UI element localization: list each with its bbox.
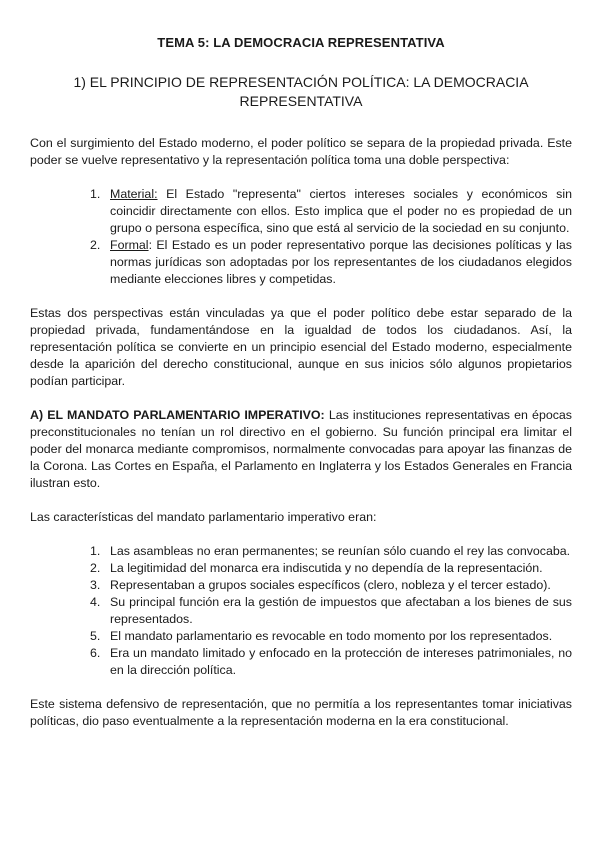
body-paragraph: Estas dos perspectivas están vinculadas ya que el poder político debe estar separado de la propiedad privada, fundamentándose en la igualdad de todos los ciudadanos. Así, la representación política se convierte en un principio esencial del Estado moderno, especialmente desde la aparición del derecho constitucional, aunque en sus inicios sólo algunos propietarios podían participar.	[30, 306, 572, 388]
characteristics-intro: Las características del mandato parlamentario imperativo eran:	[30, 510, 377, 524]
intro-paragraph: Con el surgimiento del Estado moderno, el poder político se separa de la propiedad privada. Este poder se vuelve representativo y la representación política toma una doble perspectiva:	[30, 136, 572, 167]
list-item	[90, 543, 572, 560]
list-number: 1.	[90, 187, 101, 201]
list-item	[90, 628, 572, 645]
list-text: Representaban a grupos sociales específicos (clero, nobleza y el tercer estado).	[110, 578, 551, 592]
perspectives-list	[30, 186, 572, 288]
list-item	[90, 237, 572, 288]
list-text: Las asambleas no eran permanentes; se reunían sólo cuando el rey las convocaba.	[110, 544, 571, 558]
list-text: Su principal función era la gestión de impuestos que afectaban a los bienes de sus representados.	[110, 595, 572, 626]
list-item	[90, 594, 572, 628]
list-item	[90, 577, 572, 594]
list-text: La legitimidad del monarca era indiscutida y no dependía de la representación.	[110, 561, 543, 575]
list-text: : El Estado es un poder representativo porque las decisiones políticas y las normas jurídicas son adoptadas por los representantes de los ciudadanos elegidos mediante elecciones libres y competidas.	[110, 238, 572, 286]
list-number: 3.	[90, 578, 101, 592]
list-item	[90, 645, 572, 679]
list-text: El Estado "representa" ciertos intereses sociales y económicos sin coincidir directamente con ellos. Esto implica que el poder no es propiedad de un grupo o persona específica, sino que está al servicio de la sociedad en su conjunto.	[110, 187, 572, 235]
list-number: 2.	[90, 561, 101, 575]
characteristics-list	[30, 543, 572, 679]
document-title: TEMA 5: LA DEMOCRACIA REPRESENTATIVA	[157, 35, 445, 50]
section-a-text: Las instituciones representativas en épocas preconstitucionales no tenían un rol directivo en el gobierno. Su función principal era limitar el poder del monarca mediante compromisos, normalmente convocadas para apoyar las finanzas de la Corona. Las Cortes en España, el Parlamento en Inglaterra y los Estados Generales en Francia ilustran esto.	[30, 408, 573, 490]
list-term: Material:	[110, 187, 158, 201]
list-item	[90, 186, 572, 237]
list-number: 4.	[90, 595, 101, 609]
list-term: Formal	[110, 238, 149, 252]
list-number: 1.	[90, 544, 101, 558]
section-a-heading: A) EL MANDATO PARLAMENTARIO IMPERATIVO:	[30, 408, 325, 422]
list-number: 5.	[90, 629, 101, 643]
list-number: 6.	[90, 646, 101, 660]
list-item	[90, 560, 572, 577]
list-text: Era un mandato limitado y enfocado en la protección de intereses patrimoniales, no en la dirección política.	[110, 646, 572, 677]
closing-paragraph: Este sistema defensivo de representación, que no permitía a los representantes tomar iniciativas políticas, dio paso eventualmente a la representación moderna en la era constitucional.	[30, 697, 572, 728]
list-number: 2.	[90, 238, 101, 252]
list-text: El mandato parlamentario es revocable en todo momento por los representados.	[110, 629, 553, 643]
section-a-paragraph	[30, 407, 572, 492]
section-subtitle: 1) EL PRINCIPIO DE REPRESENTACIÓN POLÍTICA: LA DEMOCRACIA REPRESENTATIVA	[73, 74, 529, 109]
